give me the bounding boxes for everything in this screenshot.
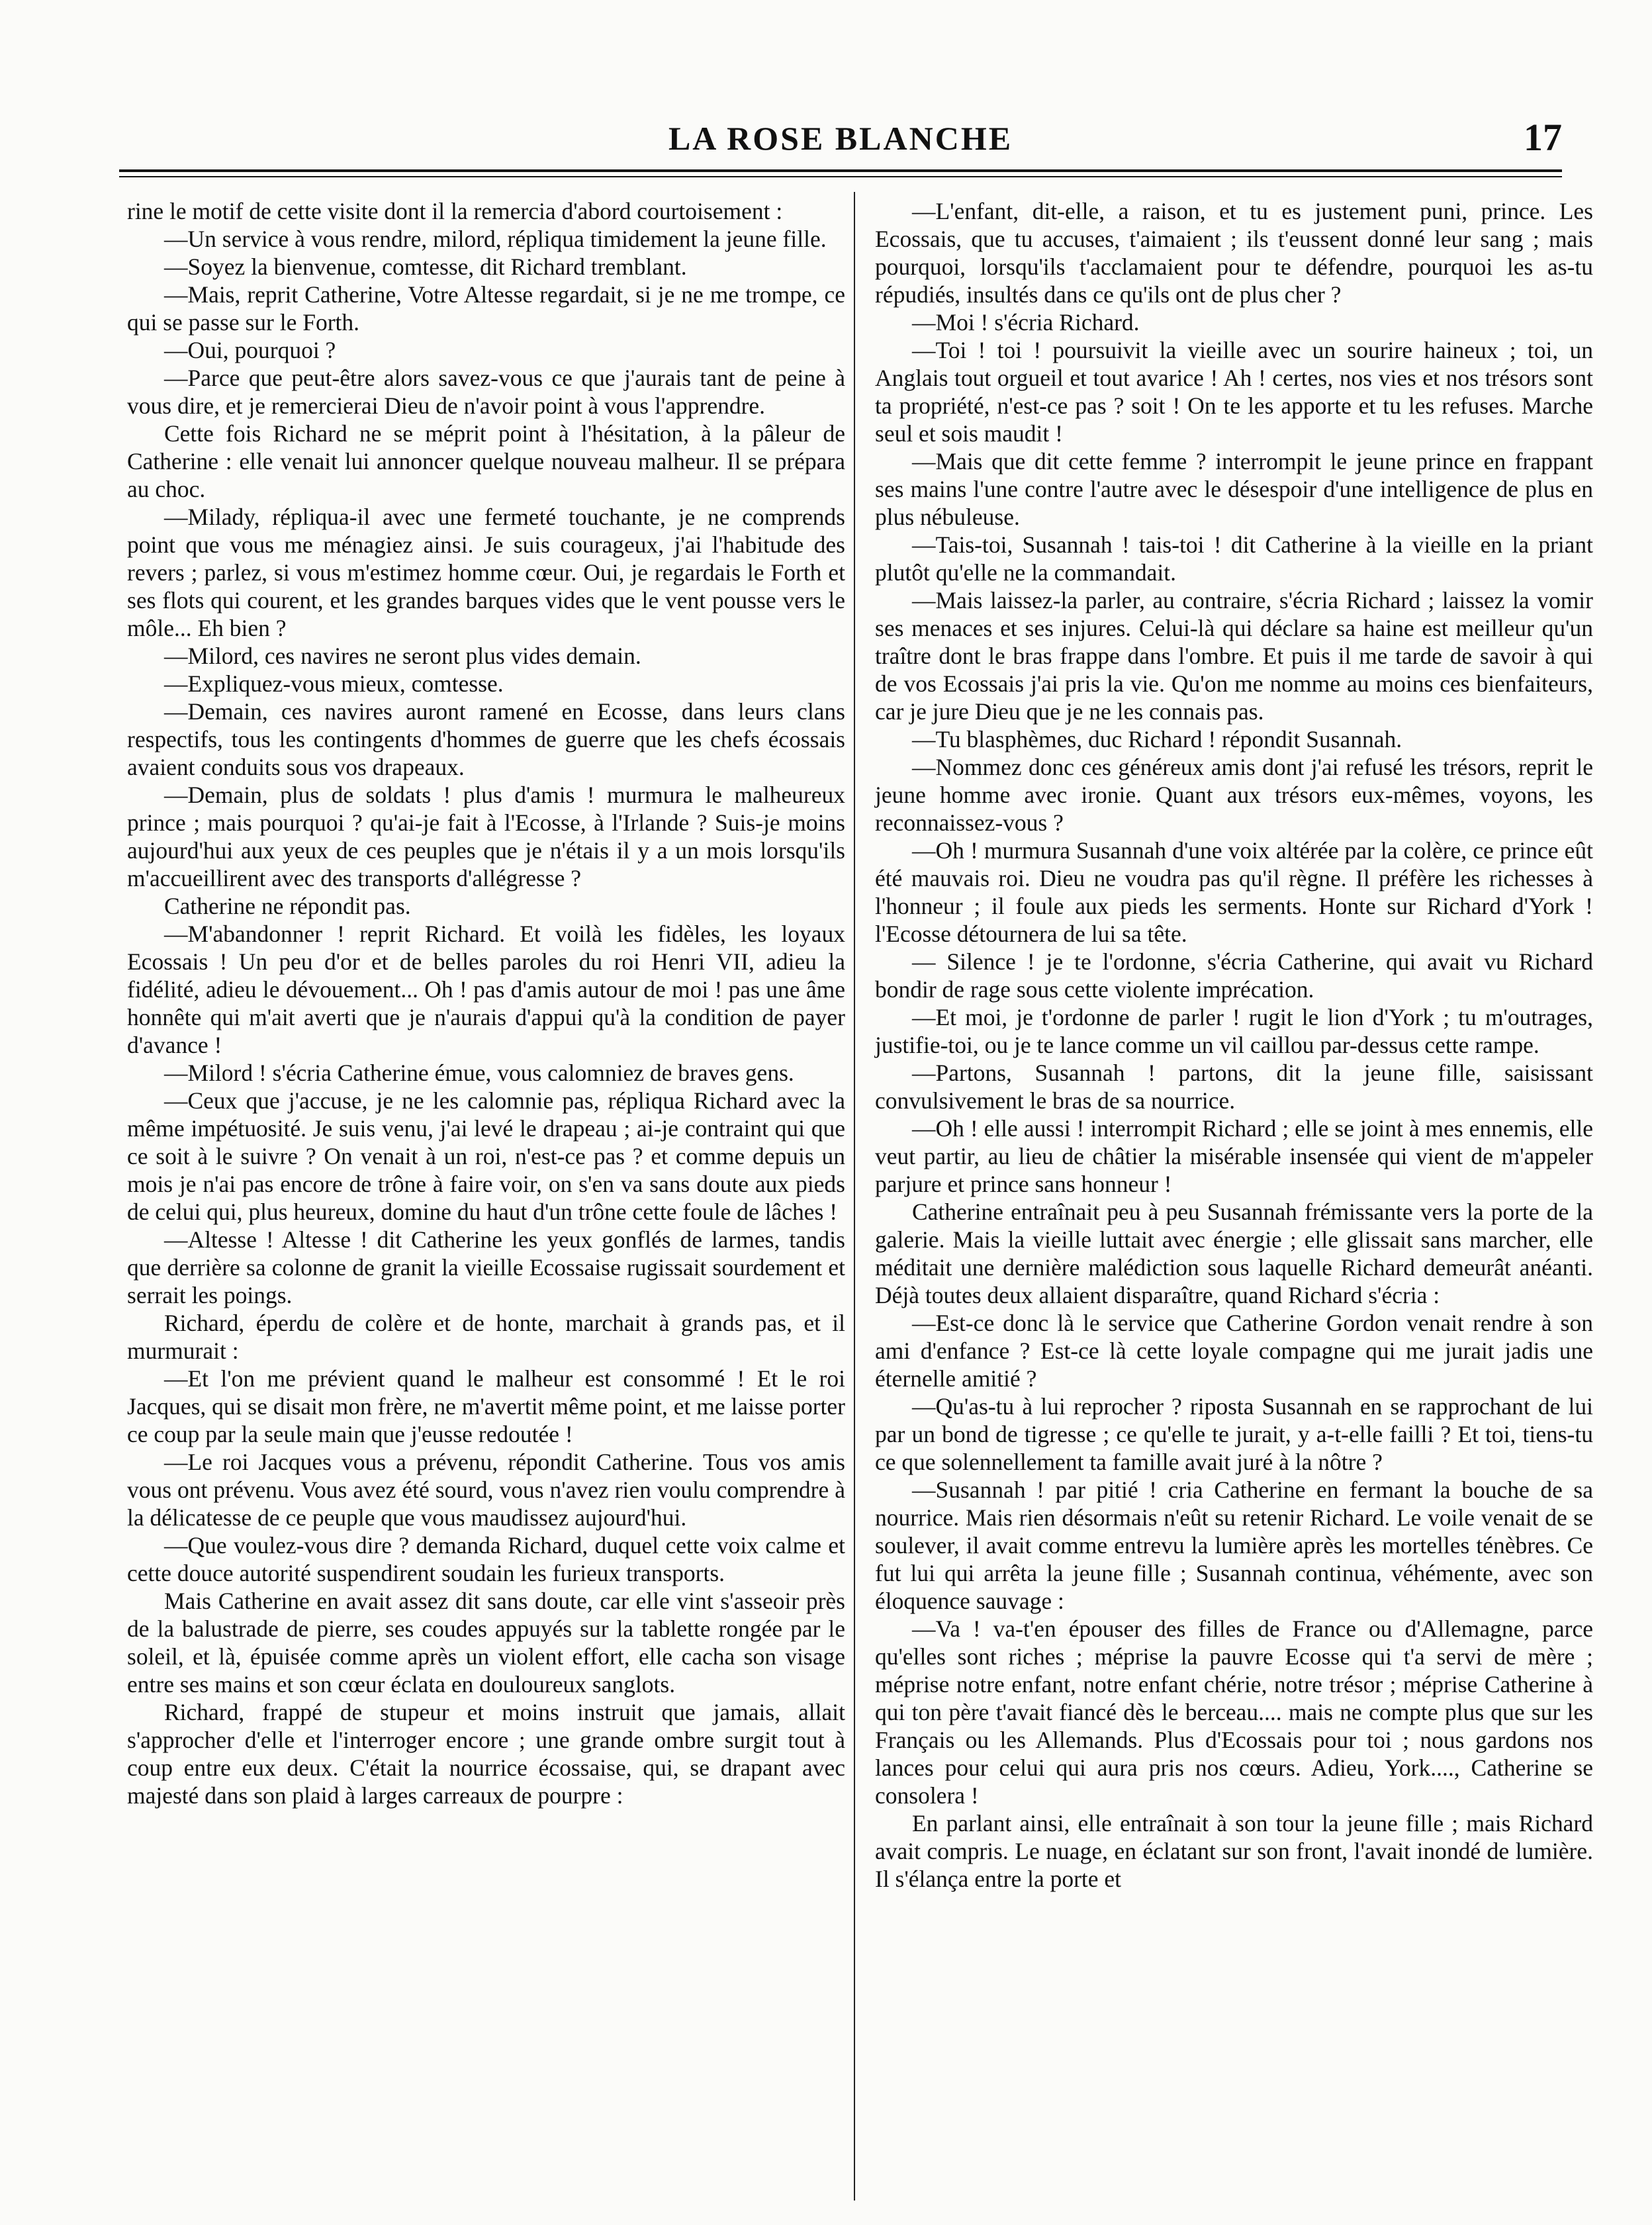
paragraph: —Le roi Jacques vous a prévenu, répondit Catherine. Tous vos amis vous ont prévenu. Vous avez été sourd, vous n'avez rien voulu comprendre à la délicatesse de ce peuple que vous maudissez aujourd'hui. <box>127 1449 845 1531</box>
paragraph: —M'abandonner ! reprit Richard. Et voilà les fidèles, les loyaux Ecossais ! Un peu d'or et de belles paroles du roi Henri VII, adieu la fidélité, adieu le dévouement... Oh ! pas d'amis autour de moi ! pas une âme honnête qui m'ait averti que je n'aurais d'appui qu'à la condition de payer d'avance ! <box>127 921 845 1058</box>
paragraph: —Susannah ! par pitié ! cria Catherine en fermant la bouche de sa nourrice. Mais rien désormais n'eût su retenir Richard. Le voile venait de se soulever, il avait comme entrevu la lumière après les mortelles ténèbres. Ce fut lui qui arrêta la jeune fille ; Susannah continua, véhémente, avec son éloquence sauvage : <box>875 1476 1593 1614</box>
right-column <box>875 197 1593 1893</box>
paragraph: —Milord, ces navires ne seront plus vides demain. <box>164 643 641 669</box>
paragraph: —Tu blasphèmes, duc Richard ! répondit Susannah. <box>912 726 1402 752</box>
paragraph: —Oh ! murmura Susannah d'une voix altérée par la colère, ce prince eût été mauvais roi. Dieu ne voudra pas qu'il règne. Il préfère les richesses à l'honneur ; il foule aux pieds les serments. Honte sur Richard d'York ! l'Ecosse détournera de lui sa tête. <box>875 837 1593 947</box>
paragraph: —Et moi, je t'ordonne de parler ! rugit le lion d'York ; tu m'outrages, justifie-toi, ou je te lance comme un vil caillou par-dessus cette rampe. <box>875 1004 1593 1058</box>
paragraph: —Nommez donc ces généreux amis dont j'ai refusé les trésors, reprit le jeune homme avec ironie. Quant aux trésors eux-mêmes, voyons, les reconnaissez-vous ? <box>875 754 1593 836</box>
paragraph: —Ceux que j'accuse, je ne les calomnie pas, répliqua Richard avec la même impétuosité. Je suis venu, j'ai levé le drapeau ; ai-je contraint qui que ce soit à le suivre ? On venait à un roi, n'est-ce pas ? et comme depuis un mois je n'ai pas encore de trône à faire voir, on s'en va sans doute aux pieds de celui qui, plus heureux, domine du haut d'un trône cette foule de lâches ! <box>127 1087 845 1225</box>
paragraph: —Toi ! toi ! poursuivit la vieille avec un sourire haineux ; toi, un Anglais tout orgueil et tout avarice ! Ah ! certes, nos vies et nos trésors sont ta propriété, n'est-ce pas ? soit ! On te les apporte et tu les refuses. Marche seul et sois maudit ! <box>875 337 1593 447</box>
paragraph: Catherine entraînait peu à peu Susannah frémissante vers la porte de la galerie. Mais la vieille luttait avec énergie ; elle glissait sans marcher, elle méditait une dernière malédiction sous laquelle Richard demeurât anéanti. Déjà toutes deux allaient disparaître, quand Richard s'écria : <box>875 1199 1593 1308</box>
paragraph: En parlant ainsi, elle entraînait à son tour la jeune fille ; mais Richard avait compris. Le nuage, en éclatant sur son front, l'avait inondé de lumière. Il s'élança entre la porte et <box>875 1810 1593 1892</box>
paragraph: Richard, frappé de stupeur et moins instruit que jamais, allait s'approcher d'elle et l'interroger encore ; une grande ombre surgit tout à coup entre eux deux. C'était la nourrice écossaise, qui, se drapant avec majesté dans son plaid à larges carreaux de pourpre : <box>127 1699 845 1809</box>
running-title: LA ROSE BLANCHE <box>668 120 1013 157</box>
paragraph: — Silence ! je te l'ordonne, s'écria Catherine, qui avait vu Richard bondir de rage sous cette violente imprécation. <box>875 948 1593 1003</box>
paragraph: Cette fois Richard ne se méprit point à l'hésitation, à la pâleur de Catherine : elle venait lui annoncer quelque nouveau malheur. Il se prépara au choc. <box>127 420 845 502</box>
running-header <box>119 116 1562 165</box>
paragraph: —Mais que dit cette femme ? interrompit le jeune prince en frappant ses mains l'une contre l'autre avec le désespoir d'une intelligence de plus en plus nébuleuse. <box>875 448 1593 530</box>
paragraph: Mais Catherine en avait assez dit sans doute, car elle vint s'asseoir près de la balustrade de pierre, ses coudes appuyés sur la tablette rongée par le soleil, et là, épuisée comme après un violent effort, elle cacha son visage entre ses mains et son cœur éclata en douloureux sanglots. <box>127 1588 845 1698</box>
left-column <box>127 197 845 1809</box>
paragraph: —L'enfant, dit-elle, a raison, et tu es justement puni, prince. Les Ecossais, que tu accuses, t'aimaient ; ils t'eussent donné leur sang ; mais pourquoi, lorsqu'ils t'acclamaient pour te défendre, pourquoi les as-tu répudiés, insultés dans ce qu'ils ont de plus cher ? <box>875 198 1593 308</box>
paragraph: —Expliquez-vous mieux, comtesse. <box>164 670 504 697</box>
paragraph: —Est-ce donc là le service que Catherine Gordon venait rendre à son ami d'enfance ? Est-ce là cette loyale compagne qui me jurait jadis une éternelle amitié ? <box>875 1310 1593 1392</box>
paragraph: —Qu'as-tu à lui reprocher ? riposta Susannah en se rapprochant de lui par un bond de tigresse ; ce qu'elle te jurait, y a-t-elle failli ? Et toi, tiens-tu ce que solennellement ta famille avait juré à la nôtre ? <box>875 1393 1593 1475</box>
paragraph: —Que voulez-vous dire ? demanda Richard, duquel cette voix calme et cette douce autorité suspendirent soudain les furieux transports. <box>127 1532 845 1586</box>
paragraph: —Milord ! s'écria Catherine émue, vous calomniez de braves gens. <box>164 1060 794 1086</box>
paragraph: —Partons, Susannah ! partons, dit la jeune fille, saisissant convulsivement le bras de sa nourrice. <box>875 1060 1593 1114</box>
paragraph: —Altesse ! Altesse ! dit Catherine les yeux gonflés de larmes, tandis que derrière sa colonne de granit la vieille Ecossaise rugissait sourdement et serrait les poings. <box>127 1226 845 1308</box>
paragraph: —Parce que peut-être alors savez-vous ce que j'aurais tant de peine à vous dire, et je remercierai Dieu de n'avoir point à vous l'apprendre. <box>127 365 845 419</box>
paragraph: —Demain, ces navires auront ramené en Ecosse, dans leurs clans respectifs, tous les contingents d'hommes de guerre que les chefs écossais avaient conduits sous vos drapeaux. <box>127 698 845 780</box>
paragraph: rine le motif de cette visite dont il la remercia d'abord courtoisement : <box>127 198 783 224</box>
paragraph: —Milady, répliqua-il avec une fermeté touchante, je ne comprends point que vous me ménagiez ainsi. Je suis courageux, j'ai l'habitude des revers ; parlez, si vous m'estimez homme cœur. Oui, je regardais le Forth et ses flots qui courent, et les grandes barques vides que le vent pousse vers le môle... Eh bien ? <box>127 504 845 641</box>
paragraph: —Soyez la bienvenue, comtesse, dit Richard tremblant. <box>164 253 687 280</box>
paragraph: —Un service à vous rendre, milord, répliqua timidement la jeune fille. <box>164 226 827 252</box>
paragraph: —Mais laissez-la parler, au contraire, s'écria Richard ; laissez la vomir ses menaces et ses injures. Celui-là qui déclare sa haine est meilleur qu'un traître dont le bras frappe dans l'ombre. Et puis il me tarde de savoir à qui de vos Ecossais j'ai pris la vie. Qu'on me nomme au moins ces bienfaiteurs, car je jure Dieu que je ne les connais pas. <box>875 587 1593 725</box>
paragraph: —Et l'on me prévient quand le malheur est consommé ! Et le roi Jacques, qui se disait mon frère, ne m'avertit même point, et me laisse porter ce coup par la seule main que j'eusse redoutée ! <box>127 1365 845 1447</box>
paragraph: —Moi ! s'écria Richard. <box>912 309 1140 336</box>
column-divider <box>854 192 855 2201</box>
paragraph: Richard, éperdu de colère et de honte, marchait à grands pas, et il murmurait : <box>127 1310 845 1364</box>
header-rule-thin <box>119 176 1562 177</box>
paragraph: Catherine ne répondit pas. <box>164 893 411 919</box>
paragraph: —Mais, reprit Catherine, Votre Altesse regardait, si je ne me trompe, ce qui se passe sur le Forth. <box>127 281 845 336</box>
header-rule-thick <box>119 169 1562 172</box>
paragraph: —Va ! va-t'en épouser des filles de France ou d'Allemagne, parce qu'elles sont riches ; méprise la pauvre Ecosse qui t'a servi de mère ; méprise notre enfant, notre enfant chérie, notre trésor ; méprise Catherine à qui ton père t'avait fiancé dès le berceau.... mais ne compte plus que sur les Français ou les Allemands. Plus d'Ecossais pour toi ; nous gardons nos lances pour celui qui aura pris nos cœurs. Adieu, York...., Catherine se consolera ! <box>875 1615 1593 1809</box>
paragraph: —Tais-toi, Susannah ! tais-toi ! dit Catherine à la vieille en la priant plutôt qu'elle ne la commandait. <box>875 531 1593 586</box>
page-number: 17 <box>1524 116 1562 159</box>
paragraph: —Oui, pourquoi ? <box>164 337 336 363</box>
paragraph: —Demain, plus de soldats ! plus d'amis ! murmura le malheureux prince ; mais pourquoi ? qu'ai-je fait à l'Ecosse, à l'Irlande ? Suis-je moins aujourd'hui aux yeux de ces peuples que je n'étais il y a un mois lorsqu'ils m'accueillirent avec des transports d'allégresse ? <box>127 782 845 891</box>
paragraph: —Oh ! elle aussi ! interrompit Richard ; elle se joint à mes ennemis, elle veut partir, au lieu de châtier la misérable insensée qui vient de m'appeler parjure et prince sans honneur ! <box>875 1115 1593 1197</box>
